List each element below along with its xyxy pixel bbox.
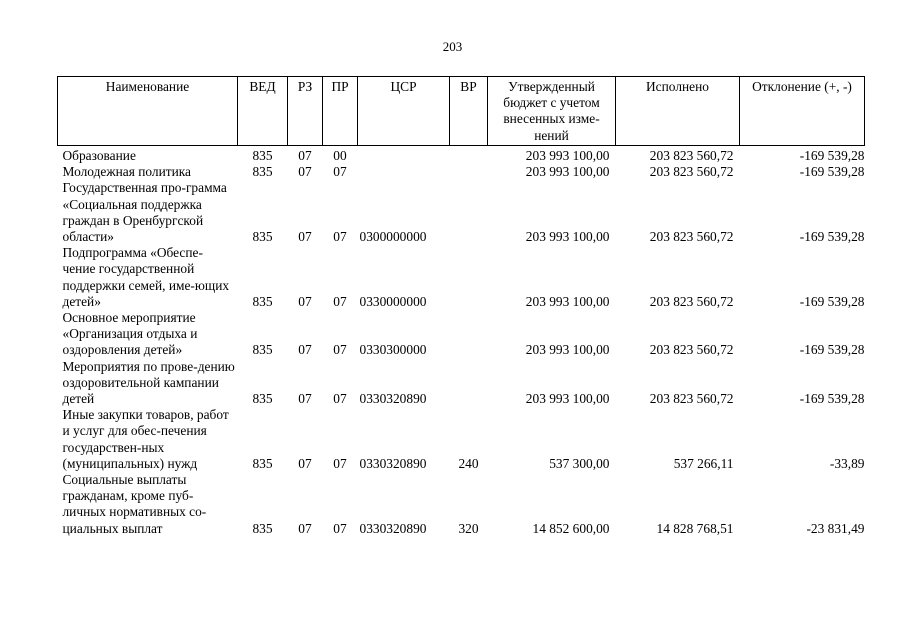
table-row [58,164,865,180]
table-row [58,180,865,245]
row-executed: 203 823 560,72 [649,229,734,245]
row-name: Мероприятия по прове-дению оздоровительной кампании детей [62,358,235,407]
page-number: 203 [442,39,463,54]
row-budget: 203 993 100,00 [525,391,610,407]
table-row [58,472,865,537]
row-rz: 07 [298,229,312,245]
row-rz: 07 [298,520,312,536]
row-budget: 203 993 100,00 [525,293,610,309]
row-ved: 835 [252,293,273,309]
row-deviation: -169 539,28 [799,391,865,407]
table-row [58,245,865,310]
row-ved: 835 [252,148,273,163]
row-executed: 203 823 560,72 [649,391,734,407]
row-executed: 537 266,11 [673,455,734,471]
row-pr: 00 [333,148,347,163]
row-vr: 320 [458,520,479,536]
row-rz: 07 [298,293,312,309]
table-row [58,407,865,472]
row-rz: 07 [298,164,312,180]
header-rz: РЗ [288,77,323,146]
row-budget: 537 300,00 [549,455,610,471]
row-pr: 07 [333,164,347,180]
row-executed: 203 823 560,72 [649,293,734,309]
row-rz: 07 [298,148,312,163]
header-executed: Исполнено [616,77,740,146]
row-csr [358,146,450,165]
row-deviation: -169 539,28 [799,148,865,163]
budget-table [57,76,865,537]
row-executed: 203 823 560,72 [649,148,734,163]
row-pr: 07 [333,391,347,407]
header-deviation: Отклонение (+, -) [740,77,865,146]
row-name: Иные закупки товаров, работ и услуг для обес-печения государствен-ных (муниципальных) нужд [62,407,229,471]
row-pr: 07 [333,342,347,358]
row-budget: 14 852 600,00 [532,520,610,536]
row-vr [450,146,488,165]
header-vr: ВР [450,77,488,146]
row-budget: 203 993 100,00 [525,164,610,180]
row-deviation: -169 539,28 [799,342,865,358]
header-budget: Утвержденный бюджет с учетом внесенных изме-нений [488,77,616,146]
row-ved: 835 [252,520,273,536]
row-ved: 835 [252,229,273,245]
row-rz: 07 [298,391,312,407]
row-deviation: -33,89 [829,455,865,471]
row-ved: 835 [252,391,273,407]
row-vr [450,359,488,408]
row-vr [450,245,488,310]
row-csr [358,164,450,180]
row-csr: 0330000000 [359,293,427,309]
row-name: Молодежная политика [62,164,192,180]
header-name: Наименование [58,77,238,146]
row-pr: 07 [333,229,347,245]
row-name: Основное мероприятие «Организация отдыха и оздоровления детей» [62,310,198,358]
row-ved: 835 [252,455,273,471]
row-deviation: -169 539,28 [799,229,865,245]
row-vr [450,180,488,245]
row-budget: 203 993 100,00 [525,342,610,358]
row-executed: 203 823 560,72 [649,342,734,358]
row-deviation: -169 539,28 [799,164,865,180]
row-rz: 07 [298,342,312,358]
row-ved: 835 [252,342,273,358]
row-vr: 240 [458,455,479,471]
row-csr: 0330320890 [359,391,427,407]
row-name: Социальные выплаты гражданам, кроме пуб-личных нормативных со-циальных выплат [62,472,207,536]
header-csr: ЦСР [358,77,450,146]
row-csr: 0330300000 [359,342,427,358]
row-csr: 0330320890 [359,455,427,471]
header-pr: ПР [323,77,358,146]
row-deviation: -169 539,28 [799,293,865,309]
table-row [58,359,865,408]
row-csr: 0300000000 [359,229,427,245]
row-vr [450,310,488,359]
table-row [58,146,865,165]
row-pr: 07 [333,293,347,309]
row-name: Подпрограмма «Обеспе-чение государственной поддержки семей, име-ющих детей» [62,245,230,309]
table-row [58,310,865,359]
row-pr: 07 [333,520,347,536]
row-pr: 07 [333,455,347,471]
header-ved: ВЕД [238,77,288,146]
row-executed: 203 823 560,72 [649,164,734,180]
row-ved: 835 [252,164,273,180]
row-executed: 14 828 768,51 [656,520,734,536]
row-vr [450,164,488,180]
row-rz: 07 [298,455,312,471]
row-csr: 0330320890 [359,520,427,536]
table-header-row [58,77,865,146]
row-name: Государственная про-грамма «Социальная поддержка граждан в Оренбургской области» [62,180,227,245]
row-budget: 203 993 100,00 [525,148,610,163]
row-name: Образование [62,148,136,163]
row-budget: 203 993 100,00 [525,229,610,245]
row-deviation: -23 831,49 [806,520,865,536]
